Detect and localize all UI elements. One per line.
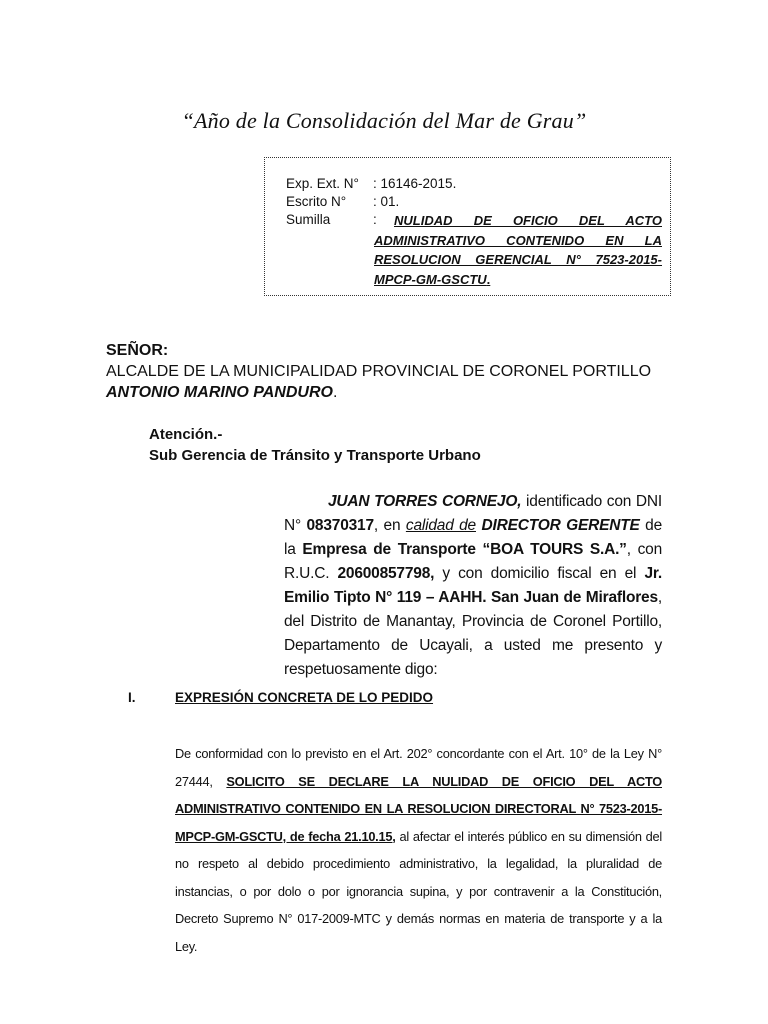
dni-number: 08370317 <box>306 517 374 534</box>
mayor-name-end: . <box>332 384 338 401</box>
request-text: SOLICITO SE DECLARE LA NULIDAD DE OFICIO DEL ACTO ADMINISTRATIVO CONTENIDO EN LA RESOLUCION DIRECTORAL N° 7523-2015-MPCP-GM-GSCTU, de fecha 21.10.15, <box>175 773 662 844</box>
sumilla-end: . <box>486 271 491 287</box>
mayor-name: ANTONIO MARINO PANDURO <box>106 384 333 401</box>
company-name: Empresa de Transporte “BOA TOURS S.A.” <box>302 541 627 558</box>
section-title: EXPRESIÓN CONCRETA DE LO PEDIDO <box>175 690 434 705</box>
calidad-text: calidad de <box>405 517 476 534</box>
sumilla-colon: : <box>373 212 377 227</box>
intro-text-5: , con R.U.C. <box>284 541 662 582</box>
sumilla-text-content: NULIDAD DE OFICIO DEL ACTO ADMINISTRATIVO CONTENIDO EN LA RESOLUCION GERENCIAL N° 7523-2015-MPCP-GM-GSCTU <box>374 213 662 287</box>
addressee-block <box>106 340 651 403</box>
intro-paragraph <box>284 490 662 682</box>
senor-label: SEÑOR: <box>106 342 169 359</box>
role-text: DIRECTOR GERENTE <box>481 517 640 534</box>
intro-text-6: y con domicilio fiscal en el <box>434 565 645 582</box>
intro-text-4: de la <box>284 517 663 558</box>
atencion-label: Atención.- <box>149 426 223 443</box>
atencion-department: Sub Gerencia de Tránsito y Transporte Urbano <box>149 447 481 464</box>
year-title: “Año de la Consolidación del Mar de Grau” <box>181 108 587 133</box>
intro-text-7: , del Distrito de Manantay, Provincia de Coronel Portillo, Departamento de Ucayali, a usted me presento y respetuosamente digo: <box>284 589 662 678</box>
intro-text-2: , en <box>373 517 406 534</box>
ruc-number: 20600857798, <box>337 565 435 582</box>
atencion-block <box>149 424 481 466</box>
exp-value: : 16146-2015. <box>373 176 457 191</box>
sumilla-box <box>264 157 671 296</box>
escrito-label: Escrito N° <box>286 194 347 209</box>
intro-text-1: identificado con DNI N° <box>284 493 662 534</box>
body-text-2: al afectar el interés público en su dimensión del no respeto al debido procedimiento administrativo, la legalidad, la pluralidad de instancias, o por dolo o por ignorancia supina, y por contravenir a la Constitución, Decreto Supremo N° 017-2009-MTC y demás normas en materia de transporte y a la Ley. <box>175 828 662 954</box>
request-paragraph <box>175 740 662 960</box>
exp-label: Exp. Ext. N° <box>286 176 359 191</box>
section-number: I. <box>128 690 136 705</box>
sumilla-text <box>374 211 662 289</box>
mayor-office: ALCALDE DE LA MUNICIPALIDAD PROVINCIAL DE CORONEL PORTILLO <box>106 363 652 380</box>
body-text-1: De conformidad con lo previsto en el Art. 202° concordante con el Art. 10° de la Ley N° 27444, <box>175 746 662 789</box>
escrito-value: : 01. <box>373 194 400 209</box>
applicant-name: JUAN TORRES CORNEJO, <box>328 493 522 510</box>
fiscal-address: Jr. Emilio Tipto N° 119 – AAHH. San Juan de Miraflores <box>284 565 662 606</box>
sumilla-label: Sumilla <box>286 212 331 227</box>
